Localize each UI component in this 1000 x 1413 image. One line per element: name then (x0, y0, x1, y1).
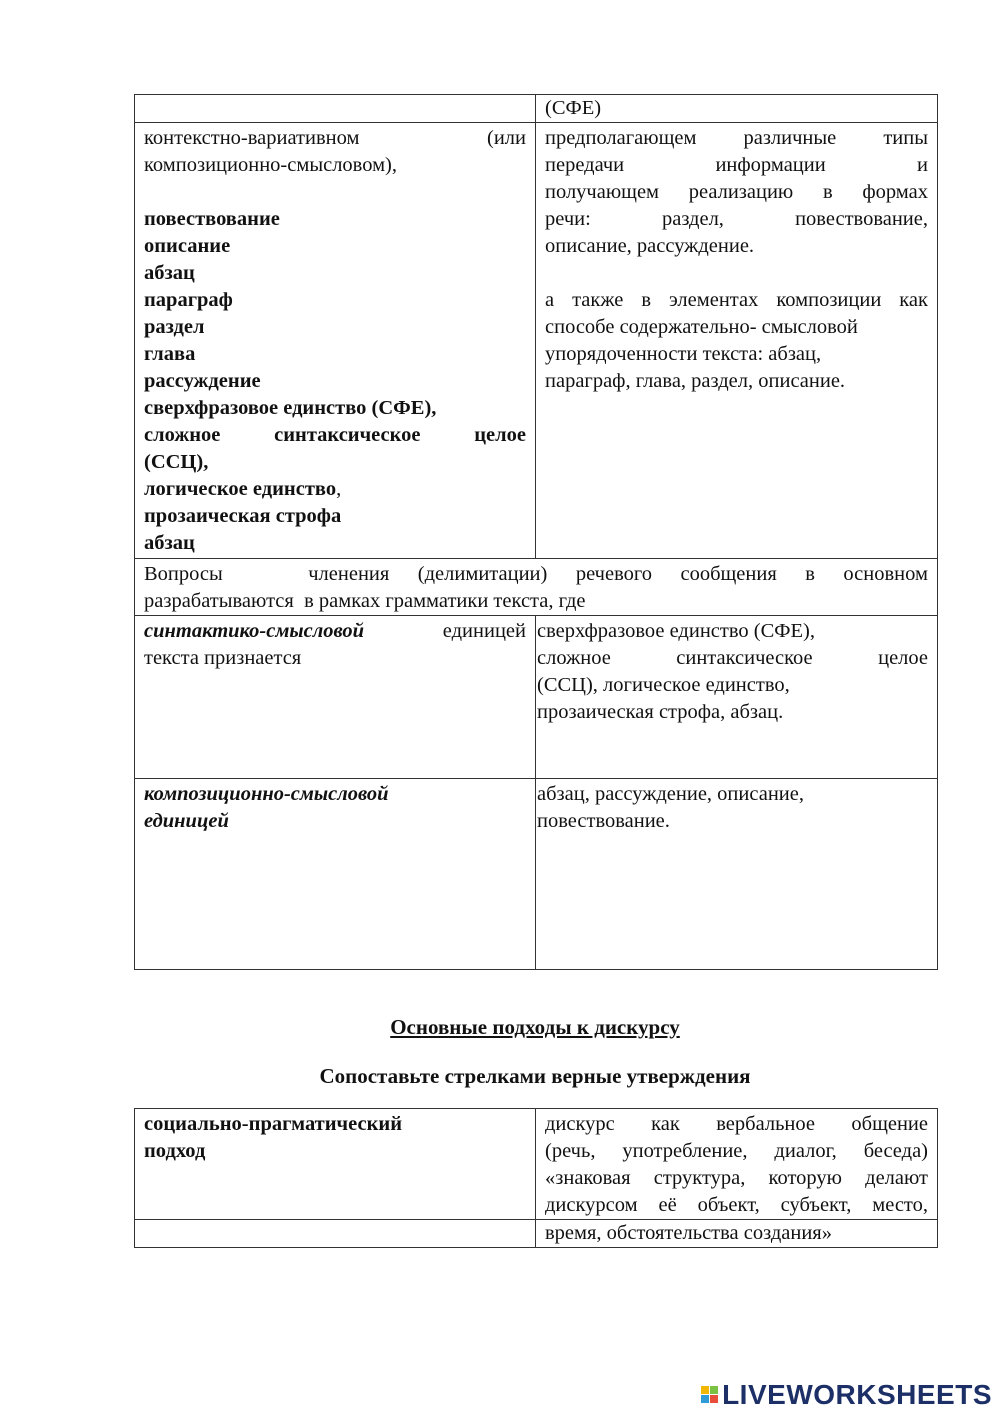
section-title: Основные подходы к дискурсу (390, 1015, 680, 1039)
comma: , (336, 478, 342, 500)
term-item-with-comma (144, 476, 526, 503)
text-line: сверхфразовое единство (СФЕ), (537, 620, 815, 642)
table-row (135, 1220, 938, 1248)
text-line: получающем реализацию в формах (545, 181, 928, 203)
term-item: сложное синтаксическое целое (144, 424, 526, 446)
logo-mark-icon (701, 1386, 718, 1403)
table-row (135, 779, 938, 970)
term-item: прозаическая строфа (144, 505, 342, 527)
text-line: а также в элементах композиции как (545, 289, 928, 311)
text-line: сложное синтаксическое целое (537, 647, 928, 669)
text-line: речи: раздел, повествование, (545, 208, 928, 230)
grammar-table (134, 94, 938, 970)
table-cell-right (536, 616, 938, 779)
table-cell-right (536, 1109, 938, 1220)
text-line: (речь, употребление, диалог, беседа) (545, 1140, 928, 1162)
intro-line-2: композиционно-смысловом), (144, 154, 397, 176)
term-item: описание (144, 235, 231, 257)
table-row (135, 95, 938, 123)
text-line: текста признается (144, 647, 302, 669)
table-row (135, 123, 938, 559)
unit-term: композиционно-смысловой (144, 783, 389, 805)
instruction-text: Сопоставьте стрелками верные утверждения (319, 1064, 751, 1088)
table-cell-left (135, 779, 536, 970)
term-item: абзац (144, 262, 195, 284)
intro-line (144, 125, 526, 152)
text-line: абзац, рассуждение, описание, (537, 783, 804, 805)
term-item: (ССЦ), (144, 451, 209, 473)
table-cell-right (536, 779, 938, 970)
text-line: (ССЦ), логическое единство, (537, 674, 790, 696)
table-cell-wide (135, 559, 938, 616)
term-item: абзац (144, 532, 195, 554)
table-cell-left (135, 95, 536, 123)
unit-term: синтактико-смысловой (144, 620, 365, 642)
table-cell-right: время, обстоятельства создания» (536, 1220, 938, 1248)
approach-name: подход (144, 1140, 206, 1162)
text-line: способе содержательно- смысловой (545, 316, 858, 338)
text-line: описание, рассуждение. (545, 235, 755, 257)
term-text: логическое единство (144, 478, 337, 500)
term-item: сверхфразовое единство (СФЕ), (144, 397, 437, 419)
term-item: повествование (144, 208, 280, 230)
term-item: глава (144, 343, 196, 365)
table-cell-left (135, 1220, 536, 1248)
table-cell-left (135, 123, 536, 559)
term-item: параграф (144, 289, 233, 311)
text-line: параграф, глава, раздел, описание. (545, 370, 846, 392)
text-line: дискурс как вербальное общение (545, 1113, 928, 1135)
text-line: «знаковая структура, которую делают (545, 1167, 928, 1189)
text-fragment: единицей (442, 620, 526, 642)
unit-term: единицей (144, 810, 229, 832)
table-cell-right (536, 123, 938, 559)
term-item: раздел (144, 316, 205, 338)
text-line: разрабатываются в рамках грамматики текста, где (144, 590, 586, 612)
table-row (135, 559, 938, 616)
approach-name: социально-прагматический (144, 1113, 403, 1135)
text-line: прозаическая строфа, абзац. (537, 701, 784, 723)
term-item: рассуждение (144, 370, 261, 392)
text-line: предполагающем различные типы (545, 127, 928, 149)
intro-aside: (или (487, 127, 526, 149)
text-line: Вопросы членения (делимитации) речевого сообщения в основном (144, 563, 928, 585)
liveworksheets-logo (701, 1379, 992, 1409)
intro-term: контекстно-вариативном (144, 127, 360, 149)
text-line: повествование. (537, 810, 670, 832)
table-row (135, 1109, 938, 1220)
table-row (135, 616, 938, 779)
table-cell-left (135, 616, 536, 779)
discourse-table (134, 1108, 938, 1248)
text-line: передачи информации и (545, 154, 928, 176)
text-line: упорядоченности текста: абзац, (545, 343, 822, 365)
text-line (144, 618, 526, 645)
table-cell-left (135, 1109, 536, 1220)
text-line: дискурсом её объект, субъект, место, (545, 1194, 928, 1216)
brand-name: LIVEWORKSHEETS (722, 1378, 992, 1410)
table-cell-right: (СФЕ) (536, 95, 938, 123)
